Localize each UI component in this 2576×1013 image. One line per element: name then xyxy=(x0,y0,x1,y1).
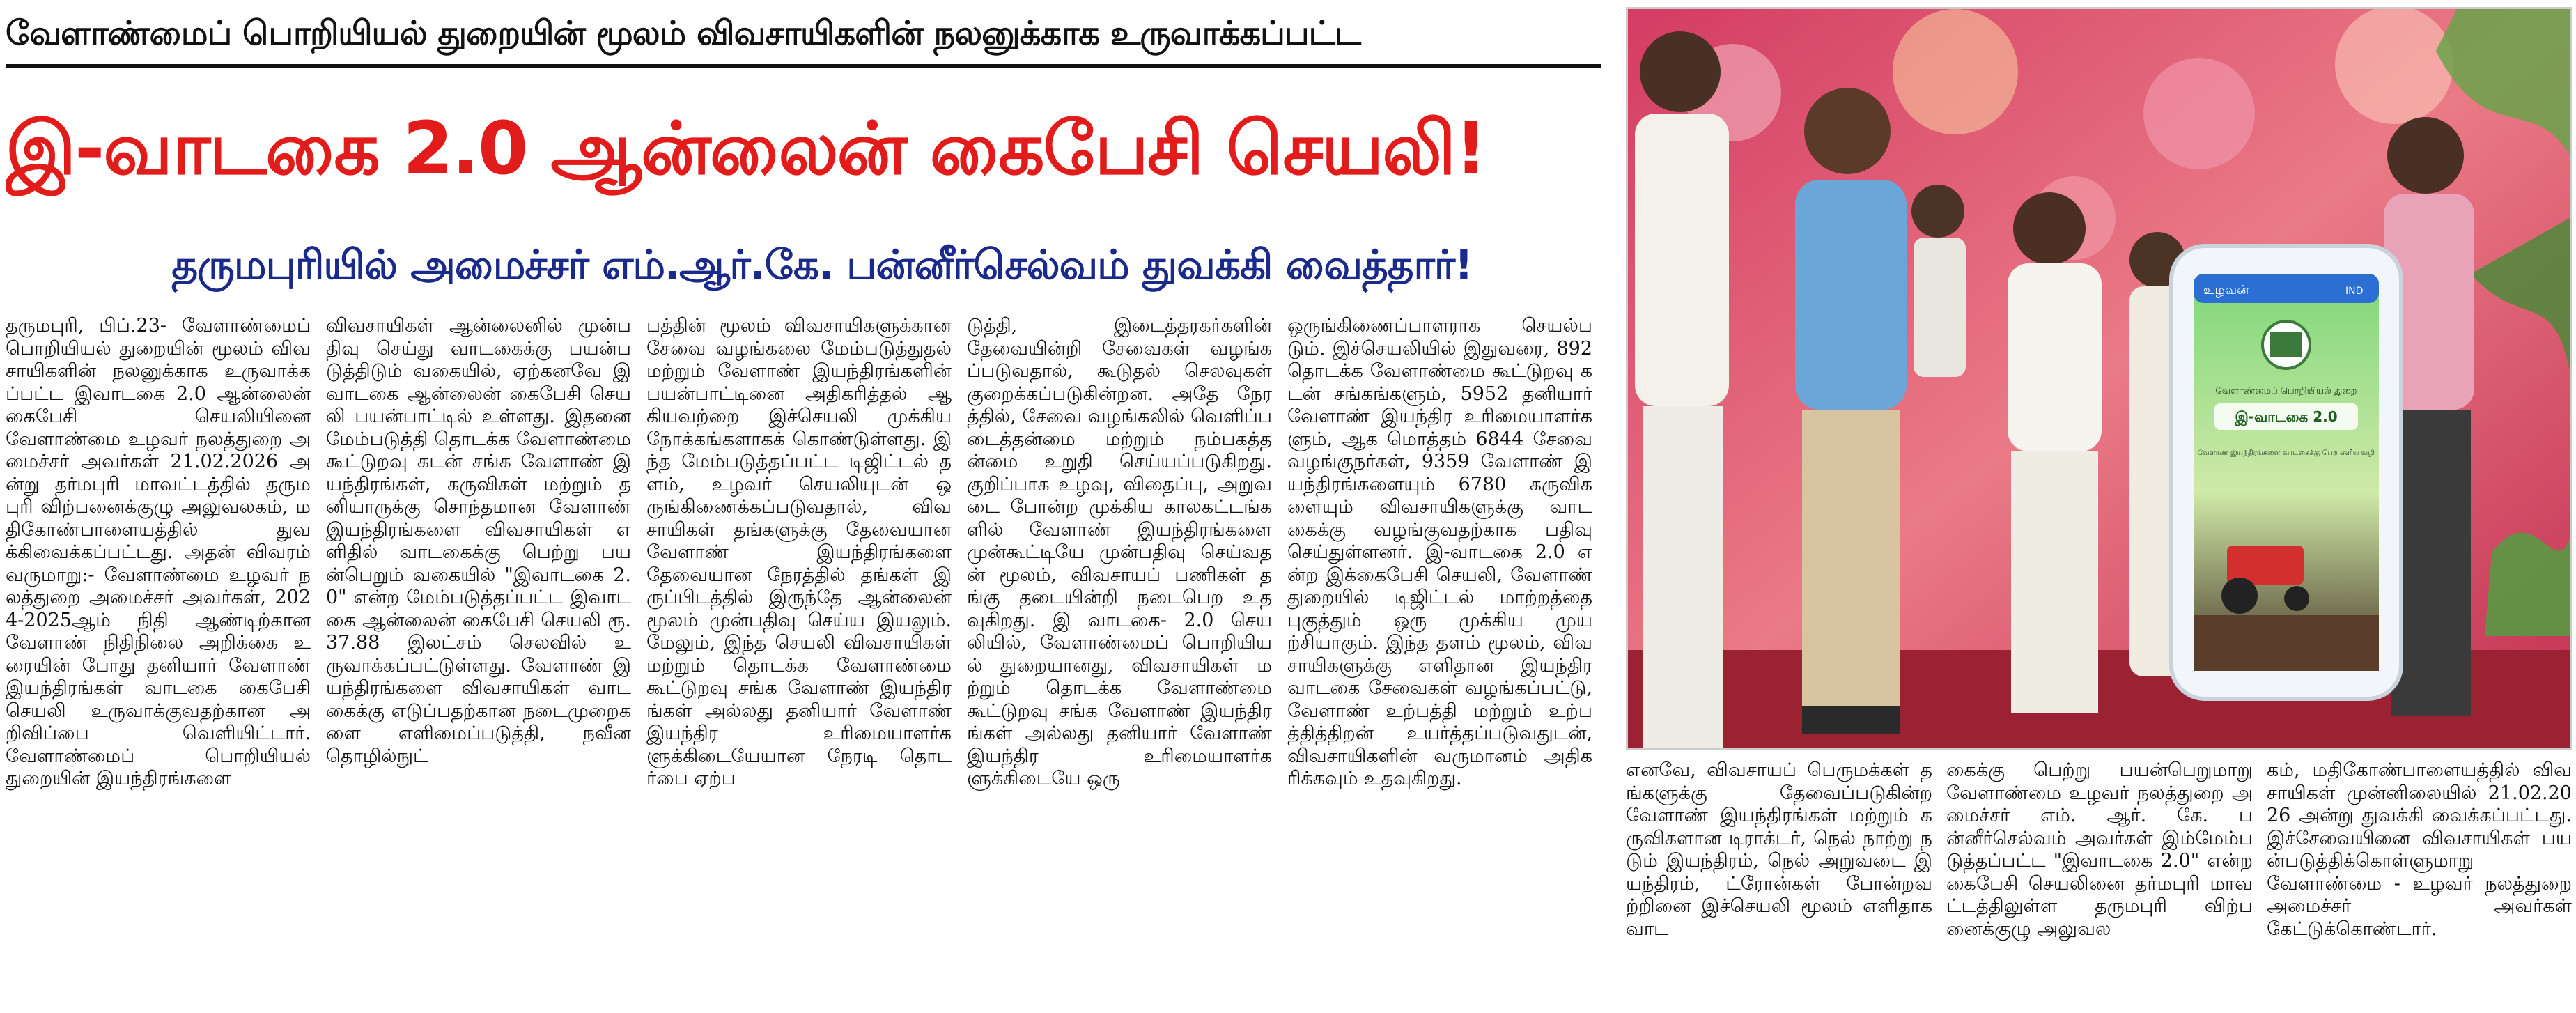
phone-header-text: உழவன் xyxy=(2203,283,2249,297)
event-photo xyxy=(1626,7,2572,750)
article-column-2: விவசாயிகள் ஆன்லைனில் முன்பதிவு செய்து வாடகைக்கு பயன்படுத்திடும் வகையில், ஏற்கனவே இவாடகை ஆன்லைன் கைபேசி செயலி பயன்பாட்டில் உள்ளது. இதனை மேம்படுத்தி தொடக்க வேளாண்மை கூட்டுறவு கடன் சங்க வேளாண் இயந்திரங்கள், கருவிகள் மற்றும் தனியாருக்கு சொந்தமான வேளாண் இயந்திரங்களை விவசாயிகள் எளிதில் வாடகைக்கு பெற்று பயன்பெறும் வகையில் "இவாடகை 2.0" என்ற மேம்படுத்தப்பட்ட இவாடகை ஆன்லைன் கைபேசி செயலி ரூ.37.88 இலட்சம் செலவில் உருவாக்கப்பட்டுள்ளது. வேளாண் இயந்திரங்களை விவசாயிகள் வாடகைக்கு எடுப்பதற்கான நடைமுறைகளை எளிமைப்படுத்தி, நவீன தொழில்நுட் xyxy=(326,315,631,767)
event-photo-illustration xyxy=(1628,9,2570,748)
subheadline: தருமபுரியில் அமைச்சர் எம்.ஆர்.கே. பன்னீர்செல்வம் துவக்கி வைத்தார்! xyxy=(171,241,1473,288)
article-column-1: தருமபுரி, பிப்.23- வேளாண்மைப் பொறியியல் துறையின் மூலம் விவசாயிகளின் நலனுக்காக உருவாக்கப்பட்ட இவாடகை 2.0 ஆன்லைன் கைபேசி செயலியினை வேளாண்மை உழவர் நலத்துறை அமைச்சர் அவர்கள் 21.02.2026 அன்று தர்மபுரி மாவட்டத்தில் தருமபுரி விற்பனைக்குழு அலுவலகம், மதிகோண்பாளையத்தில் துவக்கிவைக்கப்பட்டது. அதன் விவரம் வருமாறு:- வேளாண்மை உழவர் நலத்துறை அமைச்சர் அவர்கள், 2024-2025ஆம் நிதி ஆண்டிற்கான வேளாண் நிதிநிலை அறிக்கை உரையின் போது தனியார் வேளாண் இயந்திரங்கள் வாடகை கைபேசி செயலி உருவாக்குவதற்கான அறிவிப்பை வெளியிட்டார். வேளாண்மைப் பொறியியல் துறையின் இயந்திரங்களை xyxy=(6,315,311,789)
person-center-white xyxy=(2008,192,2102,713)
article-column-4: டுத்தி, இடைத்தரகர்களின் தேவையின்றி சேவைகள் வழங்கப்படுவதால், கூடுதல் செலவுகள் குறைக்கப்படுகின்றன. அதே நேரத்தில், சேவை வழங்கலில் வெளிப்படைத்தன்மை மற்றும் நம்பகத்தன்மை உறுதி செய்யப்படுகிறது. குறிப்பாக உழவு, விதைப்பு, அறுவடை போன்ற முக்கிய காலகட்டங்களில் வேளாண் இயந்திரங்களை முன்கூட்டியே முன்பதிவு செய்வதன் மூலம், விவசாயப் பணிகள் தங்கு தடையின்றி நடைபெற உதவுகிறது. இ வாடகை- 2.0 செயலியில், வேளாண்மைப் பொறியியல் துறையானது, விவசாயிகள் மற்றும் தொடக்க வேளாண்மை கூட்டுறவு சங்க வேளாண் இயந்திரங்கள் அல்லது தனியார் வேளாண் இயந்திர உரிமையாளர்களுக்கிடையே ஒரு xyxy=(967,315,1272,789)
article-column-6: எனவே, விவசாயப் பெருமக்கள் தங்களுக்கு தேவைப்படுகின்ற வேளாண் இயந்திரங்கள் மற்றும் கருவிகளான டிராக்டர், நெல் நாற்று நடும் இயந்திரம், நெல் அறுவடை இயந்திரம், ட்ரோன்கள் போன்றவற்றினை இச்செயலி மூலம் எளிதாக வாட xyxy=(1626,759,1932,940)
article-column-7: கைக்கு பெற்று பயன்பெறுமாறு வேளாண்மை உழவர் நலத்துறை அமைச்சர் எம். ஆர். கே. பன்னீர்செல்வம் அவர்கள் இம்மேம்படுத்தப்பட்ட "இவாடகை 2.0" என்ற கைபேசி செயலினை தர்மபுரி மாவட்டத்திலுள்ள தருமபுரி விற்பனைக்குழு அலுவல xyxy=(1946,759,2253,940)
article-column-5: ஒருங்கிணைப்பாளராக செயல்படும். இச்செயலியில் இதுவரை, 892 தொடக்க வேளாண்மை கூட்டுறவு கடன் சங்கங்களும், 5952 தனியார் வேளாண் இயந்திர உரிமையாளர்களும், ஆக மொத்தம் 6844 சேவை வழங்குநர்கள், 9359 வேளாண் இயந்திரங்களையும் 6780 கருவிகளையும் விவசாயிகளுக்கு வாடகைக்கு வழங்குவதற்காக பதிவு செய்துள்ளனர். இ-வாடகை 2.0 என்ற இக்கைபேசி செயலி, வேளாண் துறையில் டிஜிட்டல் மாற்றத்தை புகுத்தும் ஒரு முக்கிய முயற்சியாகும். இந்த தளம் மூலம், விவசாயிகளுக்கு எளிதான இயந்திர வாடகை சேவைகள் வழங்கப்பட்டு, வேளாண் உற்பத்தி மற்றும் உற்பத்தித்திறன் உயர்த்தப்படுவதுடன், விவசாயிகளின் வருமானம் அதிகரிக்கவும் உதவுகிறது. xyxy=(1287,315,1592,789)
phone-display-standee xyxy=(2171,246,2401,699)
person-blue-shirt xyxy=(1795,88,1907,734)
phone-note: வேளாண் இயந்திரங்களை வாடகைக்கு பெற எளிய வழி xyxy=(2198,449,2375,457)
kicker-rule xyxy=(6,64,1601,68)
article-column-3: பத்தின் மூலம் விவசாயிகளுக்கான சேவை வழங்கலை மேம்படுத்துதல் மற்றும் வேளாண் இயந்திரங்களின் பயன்பாட்டினை அதிகரித்தல் ஆகியவற்றை இச்செயலி முக்கிய நோக்கங்களாகக் கொண்டுள்ளது. இந்த மேம்படுத்தப்பட்ட டிஜிட்டல் தளம், உழவர் செயலியுடன் ஒருங்கிணைக்கப்படுவதால், விவசாயிகள் தங்களுக்கு தேவையான வேளாண் இயந்திரங்களை தேவையான நேரத்தில் தங்கள் இருப்பிடத்தில் இருந்தே ஆன்லைன் மூலம் முன்பதிவு செய்ய இயலும். மேலும், இந்த செயலி விவசாயிகள் மற்றும் தொடக்க வேளாண்மை கூட்டுறவு சங்க வேளாண் இயந்திரங்கள் அல்லது தனியார் வேளாண் இயந்திர உரிமையாளர்களுக்கிடையேயான நேரடி தொடர்பை ஏற்ப xyxy=(646,315,952,789)
phone-department-title: வேளாண்மைப் பொறியியல் துறை xyxy=(2215,386,2357,396)
article-column-8: கம், மதிகோண்பாளையத்தில் விவசாயிகள் முன்னிலையில் 21.02.2026 அன்று துவக்கி வைக்கப்பட்டது. இச்சேவையினை விவசாயிகள் பயன்படுத்திக்கொள்ளுமாறு வேளாண்மை - உழவர் நலத்துறை அமைச்சர் அவர்கள் கேட்டுக்கொண்டார். xyxy=(2267,759,2572,940)
person-left-white-shirt xyxy=(1635,31,1729,748)
phone-app-name: இ-வாடகை 2.0 xyxy=(2235,408,2338,425)
kicker-line: வேளாண்மைப் பொறியியல் துறையின் மூலம் விவசாயிகளின் நலனுக்காக உருவாக்கப்பட்ட xyxy=(6,14,1360,53)
phone-badge-text: IND xyxy=(2345,286,2364,297)
headline: இ-வாடகை 2.0 ஆன்லைன் கைபேசி செயலி! xyxy=(6,106,1487,191)
